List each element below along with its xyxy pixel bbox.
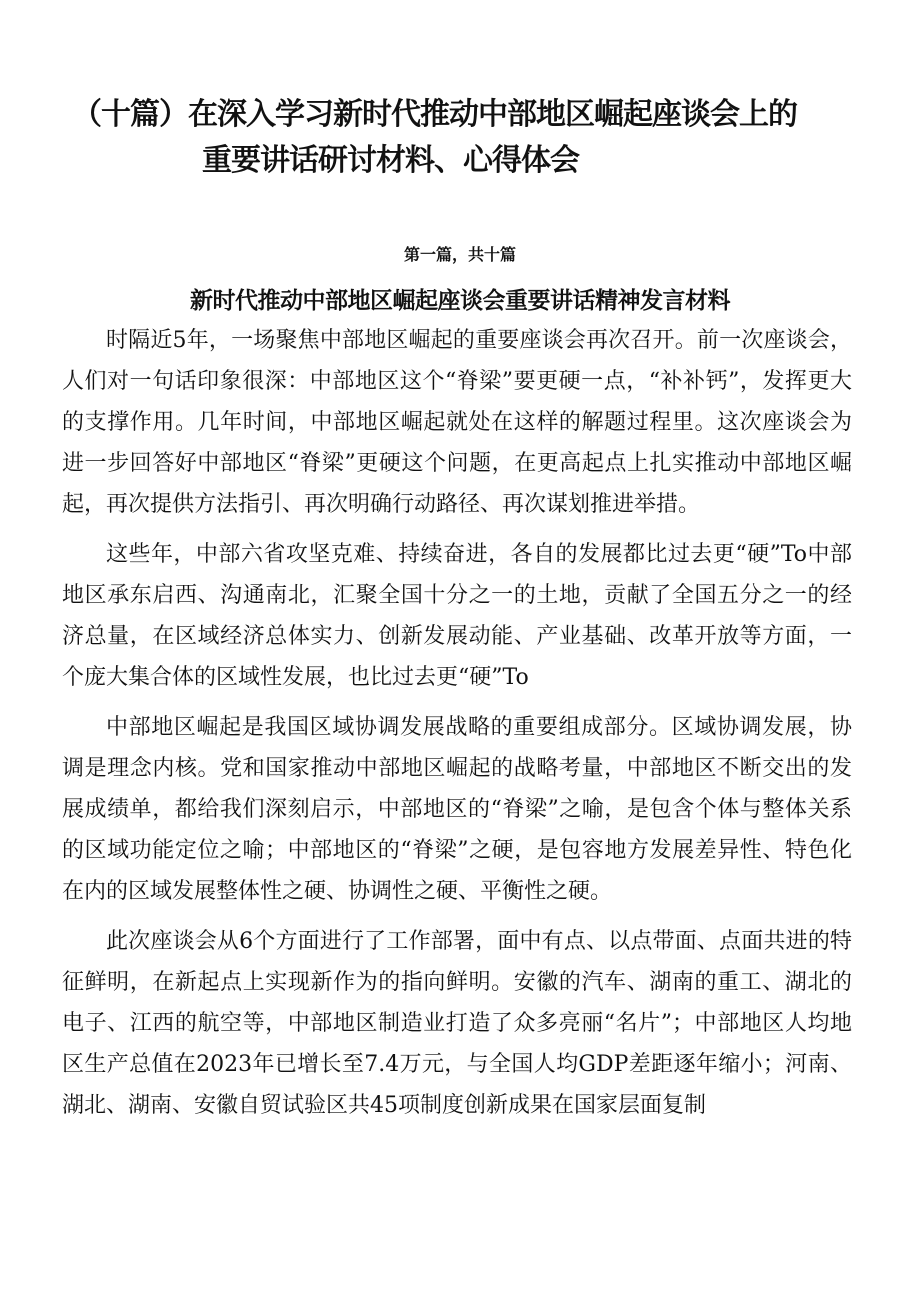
section-label: 第一篇，共十篇 bbox=[403, 245, 516, 264]
paragraph: 此次座谈会从6个方面进行了工作部署，面中有点、以点带面、点面共进的特征鲜明，在新起点上实现新作为的指向鲜明。安徽的汽车、湖南的重工、湖北的电子、江西的航空等，中部地区制造业打造了众多亮丽“名片”；中部地区人均地区生产总值在2023年已增长至7.4万元，与全国人均GDP差距逐年缩小；河南、湖北、湖南、安徽自贸试验区共45项制度创新成果在国家层面复制 bbox=[62, 929, 852, 1118]
article-body bbox=[62, 320, 852, 1135]
paragraph: 这些年，中部六省攻坚克难、持续奋进，各自的发展都比过去更“硬”To中部地区承东启西、沟通南北，汇聚全国十分之一的土地，贡献了全国五分之一的经济总量，在区域经济总体实力、创新发展动能、产业基础、改革开放等方面，一个庞大集合体的区域性发展，也比过去更“硬”To bbox=[62, 542, 852, 690]
paragraph: 时隔近5年，一场聚焦中部地区崛起的重要座谈会再次召开。前一次座谈会，人们对一句话印象很深：中部地区这个“脊梁”要更硬一点，“补补钙”，发挥更大的支撑作用。几年时间，中部地区崛起就处在这样的解题过程里。这次座谈会为进一步回答好中部地区“脊梁”更硬这个问题，在更高起点上扎实推动中部地区崛起，再次提供方法指引、再次明确行动路径、再次谋划推进举措。 bbox=[62, 328, 852, 517]
document-title-line-2: 重要讲话研讨材料、心得体会 bbox=[202, 143, 579, 178]
document-title-line-1: （十篇）在深入学习新时代推动中部地区崛起座谈会上的 bbox=[72, 97, 797, 132]
paragraph: 中部地区崛起是我国区域协调发展战略的重要组成部分。区域协调发展，协调是理念内核。党和国家推动中部地区崛起的战略考量，中部地区不断交出的发展成绩单，都给我们深刻启示，中部地区的“脊梁”之喻，是包含个体与整体关系的区域功能定位之喻；中部地区的“脊梁”之硬，是包容地方发展差异性、特色化在内的区域发展整体性之硬、协调性之硬、平衡性之硬。 bbox=[62, 715, 852, 904]
article-subtitle: 新时代推动中部地区崛起座谈会重要讲话精神发言材料 bbox=[190, 288, 730, 314]
document-title bbox=[72, 92, 872, 184]
